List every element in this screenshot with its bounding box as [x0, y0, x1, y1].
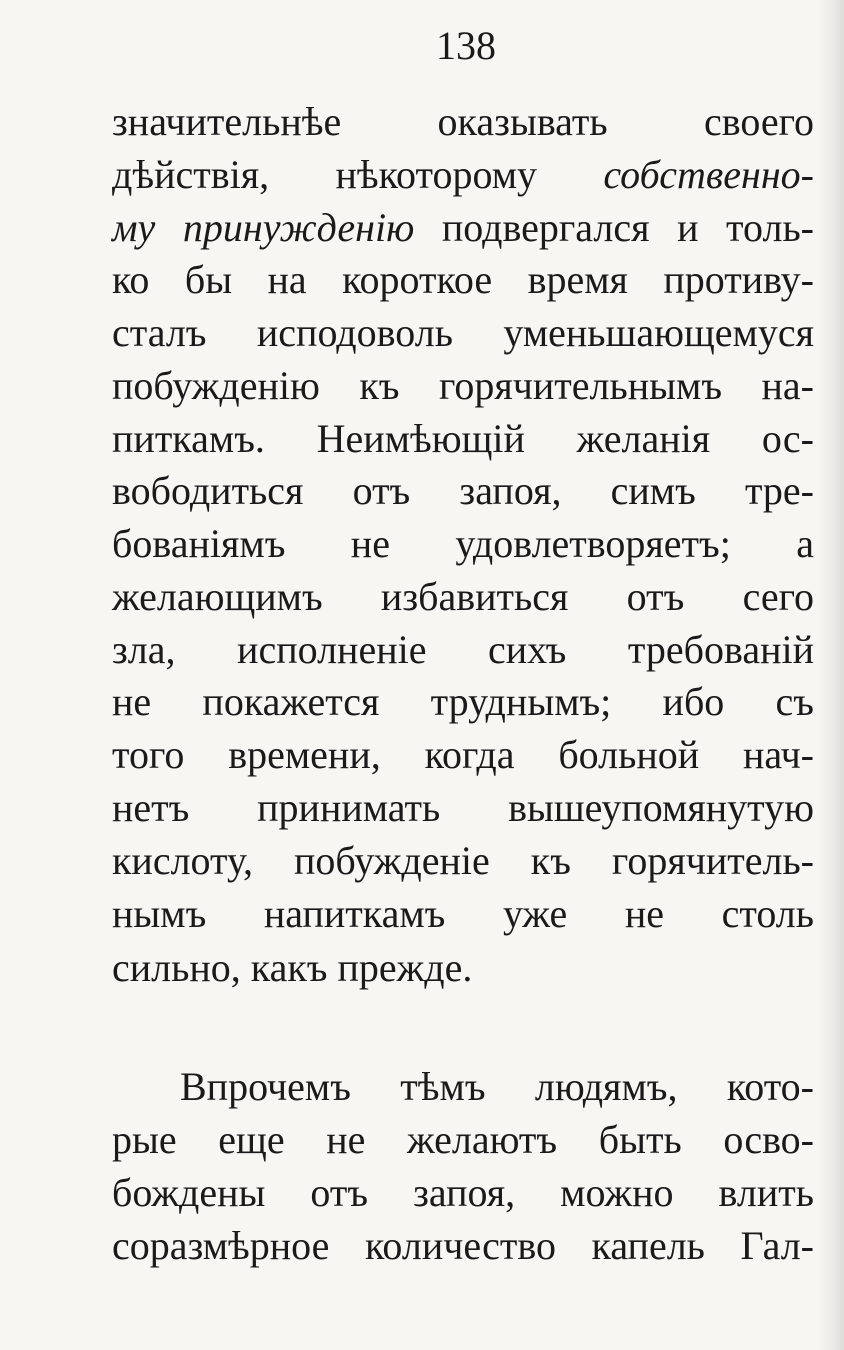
text-line: того времени, когда больной нач-: [112, 732, 814, 777]
text-line: не покажется труднымъ; ибо съ: [112, 679, 814, 724]
text-line: побужденію къ горячительнымъ на-: [112, 363, 814, 408]
text-line: зла, исполненіе сихъ требованій: [112, 627, 814, 672]
text-line-normal: дѣйствія, нѣкоторому: [112, 152, 538, 197]
page-edge-shadow: [818, 0, 844, 1350]
text-line: значительнѣе оказывать своего: [112, 99, 814, 144]
text-line: сталъ исподоволь уменьшающемуся: [112, 310, 814, 355]
text-line: [112, 152, 814, 197]
text-line: соразмѣрное количество капель Гал-: [112, 1223, 814, 1268]
text-line-italic: му принужденію: [112, 205, 415, 250]
text-line: кислоту, побужденіе къ горячитель-: [112, 838, 814, 883]
text-line-italic: собственно-: [603, 152, 814, 197]
text-line: рые еще не желаютъ быть осво-: [112, 1117, 814, 1162]
text-line: сильно, какъ прежде.: [112, 945, 473, 990]
text-line-normal: подвергался и толь-: [441, 205, 814, 250]
text-line: желающимъ избавиться отъ сего: [112, 574, 814, 619]
text-line: бованіямъ не удовлетворяетъ; а: [112, 521, 814, 566]
text-line: ко бы на короткое время противу-: [112, 257, 814, 302]
text-line: [112, 205, 814, 250]
text-line: нымъ напиткамъ уже не столь: [112, 891, 814, 936]
text-line: бождены отъ запоя, можно влить: [112, 1170, 814, 1215]
page-number: 138: [436, 23, 496, 68]
text-line: нетъ принимать вышеупомянутую: [112, 785, 814, 830]
text-line: питкамъ. Неимѣющій желанія ос-: [112, 416, 814, 461]
text-line: вободиться отъ запоя, симъ тре-: [112, 468, 814, 513]
text-line: Впрочемъ тѣмъ людямъ, кото-: [180, 1064, 814, 1109]
